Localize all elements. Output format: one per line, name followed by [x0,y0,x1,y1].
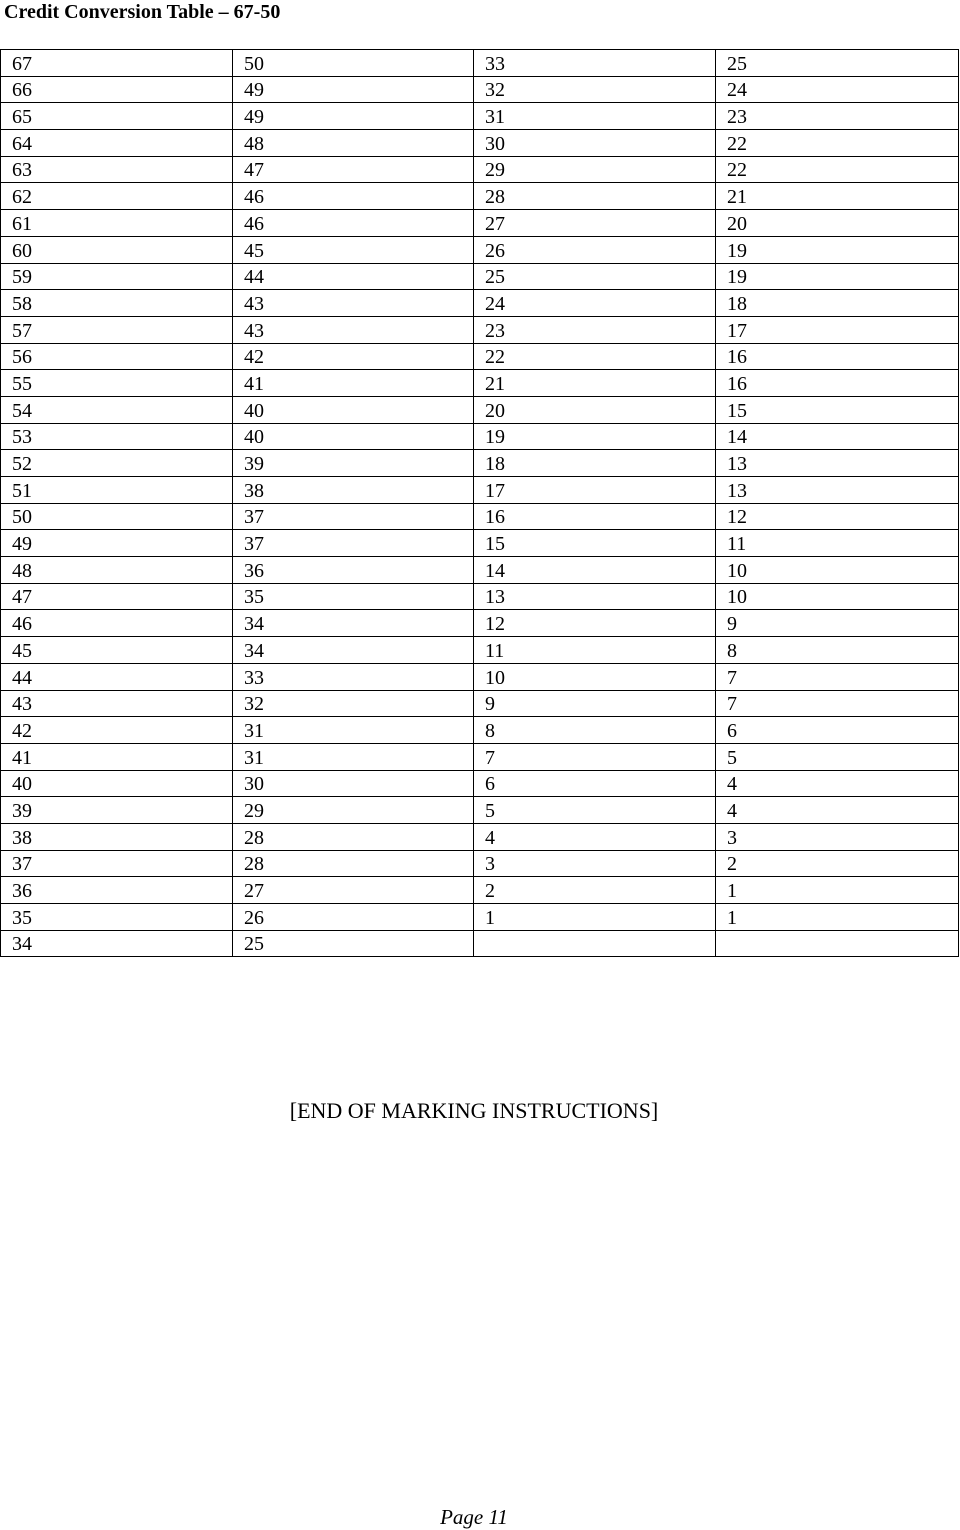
table-cell: 10 [474,663,716,690]
table-cell: 11 [474,637,716,664]
credit-conversion-table [0,49,959,957]
table-cell: 32 [233,690,474,717]
table-cell: 21 [474,370,716,397]
end-of-instructions-note: [END OF MARKING INSTRUCTIONS] [289,1098,659,1123]
table-cell: 16 [474,503,716,530]
table-cell: 61 [1,210,233,237]
table-cell: 32 [474,76,716,103]
table-row [1,823,959,850]
table-cell: 56 [1,343,233,370]
table-cell: 37 [233,503,474,530]
table-row [1,904,959,931]
table-cell: 6 [474,770,716,797]
table-cell: 19 [716,263,959,290]
table-cell: 30 [474,130,716,157]
table-cell: 21 [716,183,959,210]
table-cell: 66 [1,76,233,103]
document-title: Credit Conversion Table – 67-50 [4,1,281,23]
table-row [1,477,959,504]
table-cell: 60 [1,236,233,263]
table-cell: 16 [716,343,959,370]
table-cell: 7 [716,690,959,717]
table-row [1,503,959,530]
table-cell: 46 [233,183,474,210]
table-cell: 13 [474,583,716,610]
table-body [1,50,959,957]
table-cell: 1 [716,877,959,904]
table-row [1,370,959,397]
table-cell: 18 [474,450,716,477]
table-cell: 34 [1,930,233,957]
table-cell: 26 [233,904,474,931]
table-cell: 19 [474,423,716,450]
table-cell: 4 [474,823,716,850]
table-cell: 35 [233,583,474,610]
table-cell: 15 [474,530,716,557]
table-cell: 5 [474,797,716,824]
table-cell: 24 [474,290,716,317]
table-cell: 46 [1,610,233,637]
table-cell: 10 [716,557,959,584]
table-cell: 27 [233,877,474,904]
table-cell: 20 [716,210,959,237]
table-cell: 43 [233,316,474,343]
table-row [1,797,959,824]
table-row [1,290,959,317]
table-cell: 11 [716,530,959,557]
page-number: Page 11 [440,1505,508,1529]
table-cell: 10 [716,583,959,610]
table-row [1,530,959,557]
table-cell: 31 [474,103,716,130]
table-cell: 34 [233,610,474,637]
table-cell: 39 [1,797,233,824]
table-row [1,210,959,237]
table-cell: 40 [1,770,233,797]
table-cell: 28 [474,183,716,210]
table-row [1,690,959,717]
table-cell: 38 [233,477,474,504]
table-cell: 47 [1,583,233,610]
table-row [1,450,959,477]
table-cell: 31 [233,743,474,770]
table-cell: 15 [716,396,959,423]
table-row [1,130,959,157]
table-cell: 43 [233,290,474,317]
table-cell: 46 [233,210,474,237]
table-cell: 28 [233,850,474,877]
table-cell: 42 [1,717,233,744]
table-cell: 1 [474,904,716,931]
table-cell: 42 [233,343,474,370]
table-row [1,343,959,370]
table-cell: 36 [1,877,233,904]
table-cell: 45 [1,637,233,664]
table-row [1,183,959,210]
table-cell [716,930,959,957]
table-cell: 58 [1,290,233,317]
table-cell: 34 [233,637,474,664]
table-row [1,76,959,103]
table-cell: 43 [1,690,233,717]
table-row [1,396,959,423]
table-cell: 35 [1,904,233,931]
table-cell: 31 [233,717,474,744]
table-cell [474,930,716,957]
table-cell: 49 [1,530,233,557]
table-cell: 23 [716,103,959,130]
table-row [1,770,959,797]
table-cell: 25 [474,263,716,290]
table-cell: 14 [474,557,716,584]
table-cell: 48 [233,130,474,157]
table-cell: 27 [474,210,716,237]
table-cell: 30 [233,770,474,797]
table-cell: 41 [233,370,474,397]
table-cell: 57 [1,316,233,343]
table-cell: 6 [716,717,959,744]
table-cell: 59 [1,263,233,290]
table-cell: 17 [474,477,716,504]
table-cell: 33 [474,50,716,77]
table-cell: 20 [474,396,716,423]
table-cell: 50 [233,50,474,77]
table-cell: 23 [474,316,716,343]
table-row [1,583,959,610]
table-cell: 63 [1,156,233,183]
table-cell: 22 [474,343,716,370]
table-cell: 40 [233,396,474,423]
table-row [1,930,959,957]
table-row [1,316,959,343]
table-row [1,423,959,450]
table-cell: 7 [716,663,959,690]
table-cell: 62 [1,183,233,210]
table-cell: 17 [716,316,959,343]
table-row [1,877,959,904]
table-cell: 26 [474,236,716,263]
table-cell: 25 [233,930,474,957]
table-row [1,663,959,690]
table-cell: 45 [233,236,474,263]
table-cell: 1 [716,904,959,931]
table-cell: 47 [233,156,474,183]
table-cell: 28 [233,823,474,850]
table-row [1,637,959,664]
table-cell: 19 [716,236,959,263]
table-row [1,610,959,637]
table-row [1,743,959,770]
table-row [1,717,959,744]
table-cell: 29 [233,797,474,824]
table-cell: 50 [1,503,233,530]
table-cell: 64 [1,130,233,157]
table-cell: 41 [1,743,233,770]
table-cell: 54 [1,396,233,423]
table-cell: 37 [1,850,233,877]
table-cell: 38 [1,823,233,850]
table-cell: 51 [1,477,233,504]
table-cell: 3 [474,850,716,877]
table-cell: 65 [1,103,233,130]
table-cell: 22 [716,156,959,183]
table-cell: 4 [716,770,959,797]
table-cell: 2 [716,850,959,877]
table-cell: 36 [233,557,474,584]
table-row [1,263,959,290]
table-cell: 9 [474,690,716,717]
table-cell: 49 [233,76,474,103]
table-row [1,103,959,130]
table-row [1,50,959,77]
table-row [1,850,959,877]
table-cell: 53 [1,423,233,450]
table-cell: 49 [233,103,474,130]
table-cell: 25 [716,50,959,77]
table-cell: 13 [716,477,959,504]
table-row [1,557,959,584]
table-cell: 40 [233,423,474,450]
table-cell: 4 [716,797,959,824]
table-cell: 16 [716,370,959,397]
table-cell: 48 [1,557,233,584]
table-cell: 18 [716,290,959,317]
table-cell: 9 [716,610,959,637]
table-cell: 8 [716,637,959,664]
table-cell: 39 [233,450,474,477]
table-cell: 29 [474,156,716,183]
table-cell: 67 [1,50,233,77]
table-cell: 33 [233,663,474,690]
table-cell: 44 [233,263,474,290]
table-cell: 12 [716,503,959,530]
table-cell: 2 [474,877,716,904]
table-cell: 14 [716,423,959,450]
table-cell: 7 [474,743,716,770]
table-cell: 55 [1,370,233,397]
table-cell: 24 [716,76,959,103]
table-cell: 37 [233,530,474,557]
table-cell: 13 [716,450,959,477]
table-cell: 52 [1,450,233,477]
table-cell: 22 [716,130,959,157]
table-row [1,156,959,183]
table-cell: 5 [716,743,959,770]
table-cell: 12 [474,610,716,637]
table-cell: 44 [1,663,233,690]
table-row [1,236,959,263]
table-cell: 3 [716,823,959,850]
table-cell: 8 [474,717,716,744]
